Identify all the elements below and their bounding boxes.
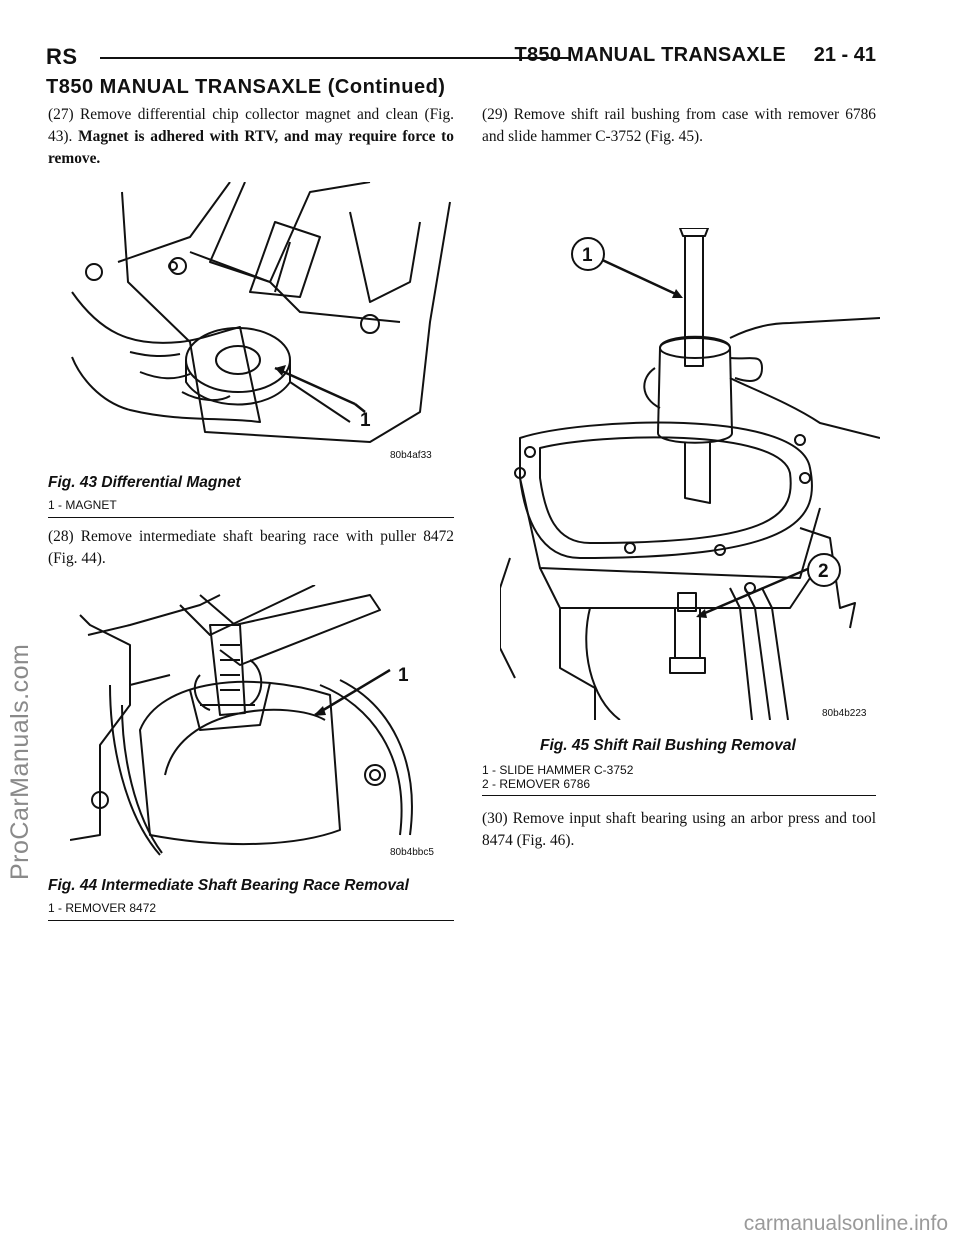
step-28: (28) Remove intermediate shaft bearing race with puller 8472 (Fig. 44). <box>48 528 454 567</box>
fig45-illustration <box>500 228 880 720</box>
fig45-legend-item: 2 - REMOVER 6786 <box>482 777 591 791</box>
fig43-rule <box>48 517 454 518</box>
fig45-legend <box>482 763 633 791</box>
fig45-callout-2: 2 <box>818 561 829 582</box>
fig43-callout-1: 1 <box>360 410 371 431</box>
fig43-caption: Fig. 43 Differential Magnet <box>48 474 241 491</box>
fig43-legend-item: 1 - MAGNET <box>48 498 117 512</box>
fig44-callout-1: 1 <box>398 665 409 686</box>
page-header <box>46 42 876 72</box>
header-rule <box>100 57 570 59</box>
fig44-illustration <box>70 585 460 860</box>
fig44-legend <box>48 901 156 915</box>
fig45-callout-1: 1 <box>582 245 593 266</box>
step-30: (30) Remove input shaft bearing using an arbor press and tool 8474 (Fig. 46). <box>482 810 876 849</box>
step-29: (29) Remove shift rail bushing from case with remover 6786 and slide hammer C-3752 (Fig. 45). <box>482 106 876 145</box>
fig44-caption: Fig. 44 Intermediate Shaft Bearing Race Removal <box>48 877 409 894</box>
fig44-rule <box>48 920 454 921</box>
header-title: T850 MANUAL TRANSAXLE <box>514 44 786 66</box>
footer-watermark: carmanualsonline.info <box>743 1212 948 1235</box>
fig43-code: 80b4af33 <box>390 450 432 461</box>
step-27-warning: Magnet is adhered with RTV, and may require force to remove. <box>48 128 454 167</box>
page-number: 21 - 41 <box>813 44 876 66</box>
fig45-caption: Fig. 45 Shift Rail Bushing Removal <box>540 737 796 754</box>
fig44-code: 80b4bbc5 <box>390 847 434 858</box>
side-watermark: ProCarManuals.com <box>6 643 34 880</box>
section-code: RS <box>46 44 78 69</box>
fig45-rule <box>482 795 876 796</box>
continued-heading: T850 MANUAL TRANSAXLE (Continued) <box>46 76 446 98</box>
fig44-legend-item: 1 - REMOVER 8472 <box>48 901 157 915</box>
fig43-legend <box>48 498 117 512</box>
fig45-legend-item: 1 - SLIDE HAMMER C-3752 <box>482 763 634 777</box>
step-27 <box>48 104 454 170</box>
step-27-text: (27) Remove differential chip collector magnet and clean (Fig. 43). <box>48 106 454 145</box>
fig45-code: 80b4b223 <box>822 708 867 719</box>
fig43-illustration <box>70 182 460 470</box>
